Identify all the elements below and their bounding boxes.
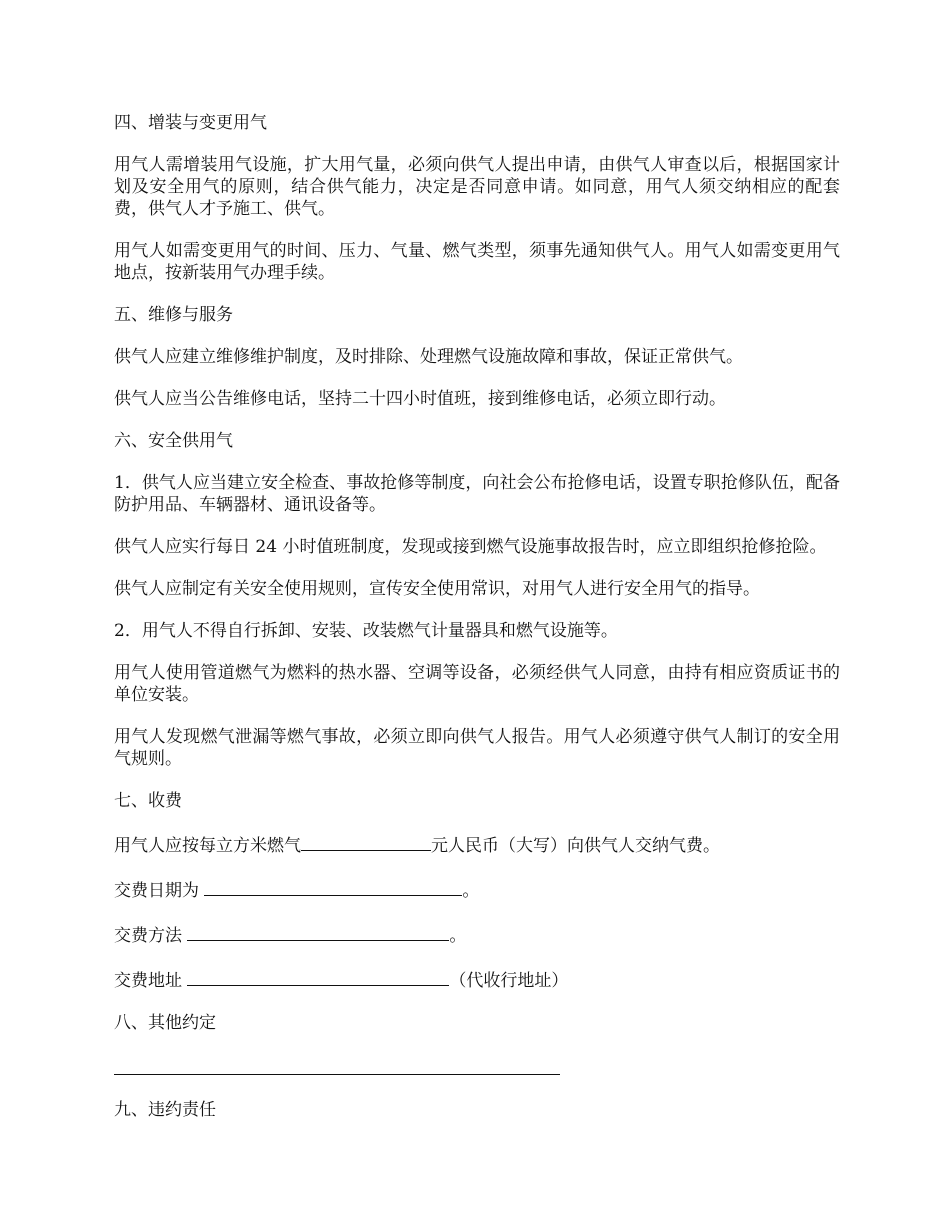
fee-rate-blank[interactable] <box>301 832 431 851</box>
section-heading: 四、增装与变更用气 <box>114 113 267 133</box>
section-heading: 七、收费 <box>114 791 182 811</box>
fee-rate-line <box>114 832 840 857</box>
paragraph: 1．供气人应当建立安全检查、事故抢修等制度，向社会公布抢修电话，设置专职抢修队伍，配备防护用品、车辆器材、通讯设备等。 <box>114 473 840 515</box>
payment-address-label: 交费地址 <box>114 971 182 991</box>
other-terms-blank[interactable] <box>114 1054 560 1075</box>
section-heading: 五、维修与服务 <box>114 305 233 325</box>
paragraph: 供气人应实行每日 24 小时值班制度，发现或接到燃气设施事故报告时，应立即组织抢修抢险。 <box>114 537 827 557</box>
paragraph: 供气人应当公告维修电话，坚持二十四小时值班，接到维修电话，必须立即行动。 <box>114 389 726 409</box>
payment-address-line <box>114 967 840 992</box>
payment-method-line <box>114 922 840 947</box>
payment-date-label: 交费日期为 <box>114 881 199 901</box>
document-page <box>114 112 840 1141</box>
section-heading: 六、安全供用气 <box>114 431 233 451</box>
payment-date-end: 。 <box>462 881 480 901</box>
paragraph: 用气人如需变更用气的时间、压力、气量、燃气类型，须事先通知供气人。用气人如需变更用气地点，按新装用气办理手续。 <box>114 241 840 283</box>
paragraph: 用气人需增装用气设施，扩大用气量，必须向供气人提出申请，由供气人审查以后，根据国家计划及安全用气的原则，结合供气能力，决定是否同意申请。如同意，用气人须交纳相应的配套费，供气人才予施工、供气。 <box>114 155 840 219</box>
section-heading: 九、违约责任 <box>114 1100 216 1120</box>
payment-method-end: 。 <box>449 926 467 946</box>
paragraph: 供气人应建立维修维护制度，及时排除、处理燃气设施故障和事故，保证正常供气。 <box>114 347 743 367</box>
payment-method-blank[interactable] <box>187 922 449 941</box>
fee-rate-prefix: 用气人应按每立方米燃气 <box>114 836 301 856</box>
payment-date-line <box>114 877 840 902</box>
paragraph: 用气人发现燃气泄漏等燃气事故，必须立即向供气人报告。用气人必须遵守供气人制订的安全用气规则。 <box>114 727 840 769</box>
paragraph: 2．用气人不得自行拆卸、安装、改装燃气计量器具和燃气设施等。 <box>114 621 618 641</box>
paragraph: 用气人使用管道燃气为燃料的热水器、空调等设备，必须经供气人同意，由持有相应资质证书的单位安装。 <box>114 663 840 705</box>
fee-rate-suffix: 元人民币（大写）向供气人交纳气费。 <box>431 836 720 856</box>
payment-address-blank[interactable] <box>187 967 449 986</box>
payment-address-end: （代收行地址） <box>449 971 569 991</box>
payment-date-blank[interactable] <box>204 877 462 896</box>
paragraph: 供气人应制定有关安全使用规则，宣传安全使用常识，对用气人进行安全用气的指导。 <box>114 579 760 599</box>
payment-method-label: 交费方法 <box>114 926 182 946</box>
section-heading: 八、其他约定 <box>114 1013 216 1033</box>
